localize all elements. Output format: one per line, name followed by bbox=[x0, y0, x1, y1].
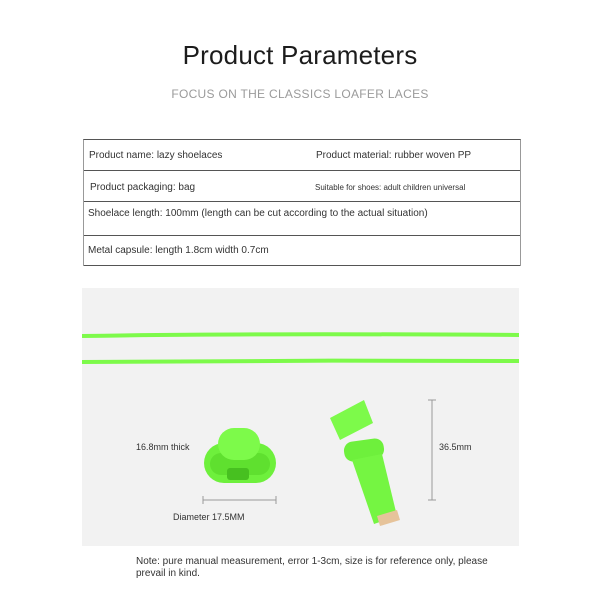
page-title: Product Parameters bbox=[182, 40, 418, 70]
parameters-table bbox=[83, 139, 521, 266]
product-photo bbox=[82, 288, 519, 546]
diameter-label: Diameter 17.5MM bbox=[173, 512, 245, 522]
table-row bbox=[84, 202, 520, 236]
suitable-for: Suitable for shoes: adult children universal bbox=[315, 183, 466, 192]
table-row bbox=[84, 140, 520, 171]
measurement-note: Note: pure manual measurement, error 1-3cm, size is for reference only, please prevail in kind. bbox=[136, 556, 488, 579]
product-illustration bbox=[82, 288, 519, 546]
metal-capsule: Metal capsule: length 1.8cm width 0.7cm bbox=[88, 245, 269, 256]
lace-strand-bottom bbox=[82, 361, 519, 362]
product-name: Product name: lazy shoelaces bbox=[89, 150, 223, 161]
round-stopper-icon bbox=[204, 428, 276, 483]
thickness-label: 16.8mm thick bbox=[136, 442, 190, 452]
length-label: 36.5mm bbox=[439, 442, 472, 452]
lace-strand-top bbox=[82, 334, 519, 336]
side-stopper-icon bbox=[330, 400, 400, 526]
product-material: Product material: rubber woven PP bbox=[316, 150, 472, 161]
shoelace-length: Shoelace length: 100mm (length can be cut according to the actual situation) bbox=[88, 208, 428, 219]
table-row bbox=[84, 236, 520, 266]
product-packaging: Product packaging: bag bbox=[90, 182, 196, 193]
page-subtitle: FOCUS ON THE CLASSICS LOAFER LACES bbox=[171, 87, 429, 101]
table-row bbox=[84, 171, 520, 202]
